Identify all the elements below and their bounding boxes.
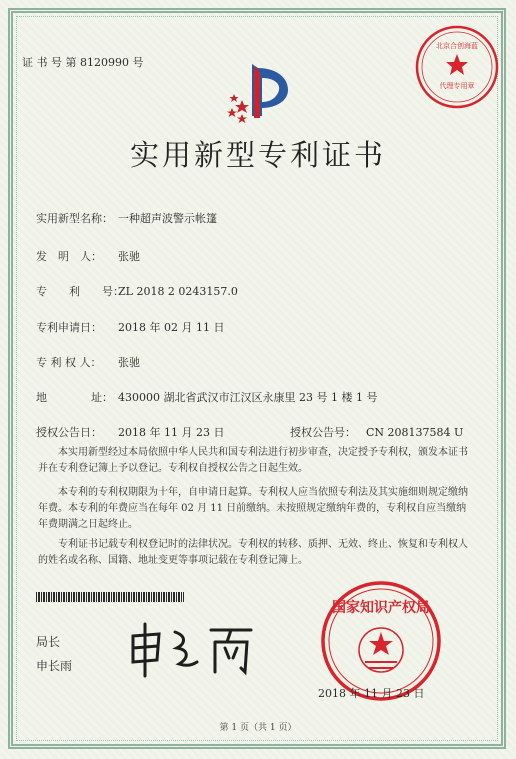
inventor-value: 张驰 bbox=[118, 250, 140, 263]
address-value: 430000 湖北省武汉市江汉区永康里 23 号 1 楼 1 号 bbox=[118, 391, 378, 404]
address-label: 地 址： bbox=[36, 391, 113, 404]
certificate-number: 证 书 号 第 8120990 号 bbox=[22, 56, 144, 69]
patent-number-value: ZL 2018 2 0243157.0 bbox=[118, 285, 238, 298]
patent-number-label: 专 利 号： bbox=[36, 285, 124, 298]
svg-text:代理专用章: 代理专用章 bbox=[439, 82, 475, 90]
director-title: 局长 bbox=[36, 635, 61, 649]
paragraph-grant: 本实用新型经过本局依照中华人民共和国专利法进行初步审查，决定授予专利权，颁发本证书并在专利登记簿上予以登记。专利权自授权公告之日起生效。 bbox=[38, 447, 468, 474]
grant-number-value: CN 208137584 U bbox=[366, 426, 464, 439]
handwritten-signature bbox=[127, 622, 257, 678]
svg-text:国家知识产权局: 国家知识产权局 bbox=[332, 600, 430, 616]
grant-date-label: 授权公告日： bbox=[36, 426, 102, 439]
official-seal-icon bbox=[318, 578, 444, 704]
director-name: 申长雨 bbox=[36, 659, 73, 673]
page-indicator: 第 1 页（共 1 页） bbox=[219, 723, 297, 733]
patentee-value: 张驰 bbox=[118, 356, 140, 369]
grant-date-value: 2018 年 11 月 23 日 bbox=[118, 426, 225, 439]
application-date-label: 专利申请日： bbox=[36, 321, 102, 334]
cnipa-logo-icon bbox=[214, 60, 304, 126]
agency-seal-icon bbox=[414, 24, 500, 110]
inventor-label: 发 明 人： bbox=[36, 250, 102, 263]
certificate-title: 实用新型专利证书 bbox=[129, 138, 386, 172]
svg-text:北京合创海蓝: 北京合创海蓝 bbox=[436, 42, 478, 50]
paragraph-term: 本专利的专利权期限为十年，自申请日起算。专利权人应当依照专利法及其实施细则规定缴纳年费。本专利的年费应当在每年 02 月 11 日前缴纳。未按照规定缴纳年费的，专利权自应当缴纳年费期满之日起终止。 bbox=[38, 487, 468, 530]
seal-date: 2018 年 11 月 23 日 bbox=[318, 687, 425, 700]
grant-number-label: 授权公告号： bbox=[290, 426, 356, 439]
barcode bbox=[36, 592, 184, 602]
patentee-label: 专 利 权 人： bbox=[36, 356, 102, 369]
name-value: 一种超声波警示帐篷 bbox=[118, 212, 217, 225]
paragraph-register: 专利证书记载专利权登记时的法律状况。专利权的转移、质押、无效、终止、恢复和专利权人的姓名或名称、国籍、地址变更等事项记载在专利登记簿上。 bbox=[38, 539, 468, 566]
name-label: 实用新型名称： bbox=[36, 212, 113, 225]
application-date-value: 2018 年 02 月 11 日 bbox=[118, 321, 225, 334]
